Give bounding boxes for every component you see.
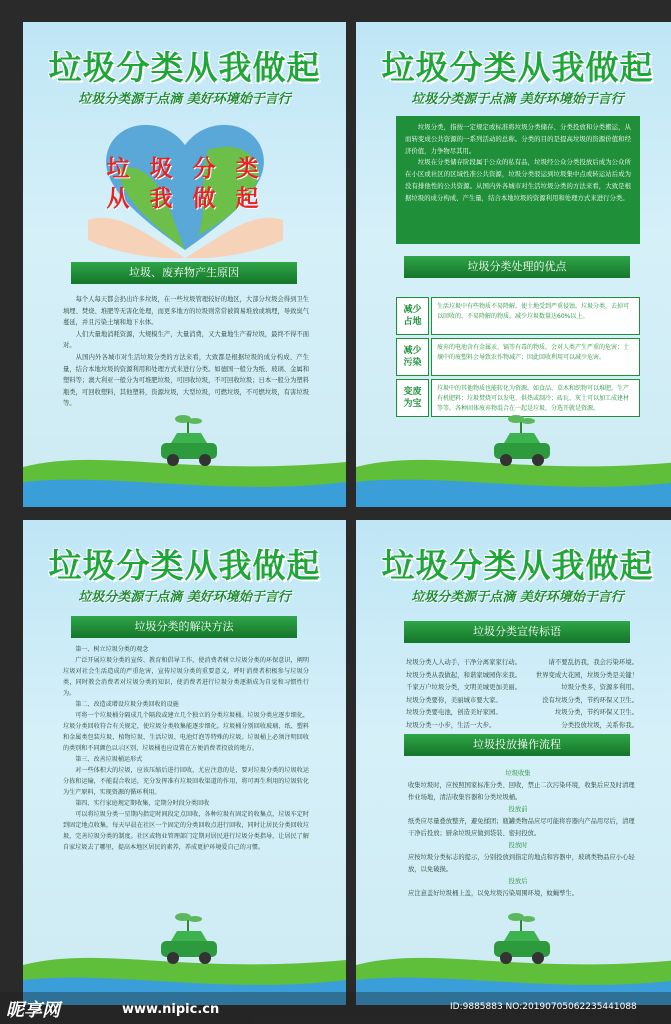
paragraph: 每个人每天都会扔出许多垃圾，在一些垃圾管理较好的地区，大部分垃圾会得到卫生填埋、焚烧、堆肥等无害化处理，而更多地方的垃圾则常常被简易堆放或填埋，导致臭气蔓延，并且污染土壤和地下水体。 [63, 296, 309, 327]
advantage-text: 生活垃圾中有些物质不易降解，使土地受到严重侵蚀。垃圾分类，去掉可以回收的，不易降解的物质，减少垃圾数量达60%以上。 [431, 297, 640, 335]
advantage-label: 减少 占地 [396, 297, 429, 335]
section-ribbon: 垃圾分类宣传标语 [404, 621, 630, 643]
poster-subtitle: 垃圾分类源于点滴 美好环境始于言行 [78, 590, 291, 605]
intro-box [396, 116, 640, 244]
advantage-row [396, 297, 640, 335]
slogan-list [406, 656, 638, 744]
slogan: 垃圾分类，节约环保又卫生。 [554, 708, 638, 717]
poster-4 [356, 520, 671, 1005]
heart-earth-hands-illustration [88, 110, 283, 260]
image-id: ID:9885883 NO:20190705062235441088 [450, 1002, 637, 1012]
slogan: 千家万户垃圾分类，文明美城更加美丽。 [406, 683, 522, 692]
slogan: 垃圾分类要你，美丽城市要大家。 [406, 695, 502, 704]
poster-subtitle: 垃圾分类源于点滴 美好环境始于言行 [411, 92, 624, 107]
flow-desc: 收集垃圾时，应按照国家标准分类、回收，禁止二次污染环境，收集后应及时清理作业场地，清洁收集容器和分类垃圾桶。 [408, 782, 635, 801]
flow-stage: 投放后 [508, 878, 528, 885]
poster-2 [356, 22, 671, 507]
flow-stage: 投放前 [508, 806, 528, 813]
poster-title: 垃圾分类从我做起 [381, 546, 654, 585]
section-ribbon: 垃圾分类处理的优点 [404, 256, 630, 278]
intro-paragraph: 垃圾分类，指按一定规定或标准将垃圾分类储存、分类投放和分类搬运，从而转变成公共资源的一系列活动的总称。分类的目的是提高垃圾的资源价值和经济价值，力争物尽其用。 [405, 123, 631, 155]
slogan: 分类投放垃圾，关系你我。 [561, 720, 638, 729]
poster-1 [23, 22, 346, 507]
advantage-label: 减少 污染 [396, 338, 429, 376]
paragraph: 第三、改善垃圾桶运形式 [75, 756, 143, 763]
slogan: 没有垃圾分类，节约环保又卫生。 [542, 695, 638, 704]
advantage-row [396, 379, 640, 417]
paragraph: 人们大量地消耗资源，大规模生产，大量消费，又大量地生产着垃圾，最终不得不面对。 [63, 330, 309, 350]
advantage-label: 变废 为宝 [396, 379, 429, 417]
section-ribbon: 垃圾分类的解决方法 [71, 616, 297, 638]
slogan: 垃圾分类一小步，生活一大步。 [406, 720, 496, 729]
intro-paragraph: 垃圾在分类储存阶段属于公众的私有品，垃圾经公众分类投放后成为公众所在小区或社区的区域性准公共资源，垃圾分类驳运到垃圾集中点或转运站后成为没有排他性的公共资源。从国内外各城市对生活垃圾分类的方法来看，大致是根据垃圾的成分构成、产生量，结合本地垃圾的资源利用和处理方式来进行分类。 [405, 158, 631, 202]
slogan: 垃圾分类要电池，创造美好家园。 [406, 708, 502, 717]
paragraph: 第二、改造或增设垃圾分类回收的设施 [75, 701, 179, 708]
paragraph: 对一些体积大的垃圾，应该压缩后进行回收，尤应注意的是，要对垃圾分类的垃圾收运分拣和运输，不能混合收运，充分发挥准有垃圾回收渠道的作用，将可再生利用的垃圾转化为生产原料，实现资源的循环利用。 [63, 767, 309, 796]
slogan: 垃圾分类多，资源多利用。 [561, 683, 638, 692]
advantage-text: 垃圾中的其他物质也能转化为资源，如食品、草木和织物可以堆肥，生产有机肥料；垃圾焚烧可以发电、供热或制冷；砖瓦、灰土可以加工成建材等等。各种固体废弃物混合在一起是垃圾，分选开就是资源。 [431, 379, 640, 417]
paragraph: 广泛开展垃圾分类的宣传、教育和倡导工作，使消费者树立垃圾分类的环保意识，阐明垃圾对社会生活造成的严重危害，宣传垃圾分类的重要意义，呼吁消费者积极参与垃圾分类，同时教会消费者对垃圾分类的知识，使消费者进行垃圾分类逐渐成为自觉和习惯性行为。 [63, 657, 309, 697]
poster-title: 垃圾分类从我做起 [381, 48, 654, 87]
paragraph: 从国内外各城市对生活垃圾分类的方法来看，大致都是根据垃圾的成分构成、产生量，结合本地垃圾的资源利用和处理方式来进行分类。如德国一般分为纸、玻璃、金属和塑料等；澳大利亚一般分为可堆肥垃圾，可回收垃圾，不可回收垃圾；日本一般分为塑料瓶类，可回收塑料，其他塑料，资源垃圾，大型垃圾，可燃垃圾，不可燃垃圾，有害垃圾等。 [63, 353, 309, 408]
flow-desc: 应注意盖好垃圾桶上盖，以免垃圾污染周围环境，蚊蝇孳生。 [408, 890, 579, 897]
section-ribbon: 垃圾投放操作流程 [404, 734, 630, 756]
paragraph: 可将一个垃圾桶分隔成几个隔段或建立几个独立的分类垃圾桶。垃圾分类应逐步细化，垃圾分类回收符合有关规定，使垃圾分类收集能逐步细化。垃圾桶分别回收玻璃、纸、塑料和金属类包装垃圾、植物垃圾、生活垃圾、电池灯泡等特殊的垃圾。垃圾桶上必须注明回收的类别和不同颜色以示区别，垃圾桶也应设置在方便消费者投放的地方。 [63, 712, 309, 752]
paragraph: 可以将垃圾分类一星期内指定时间段定点回收，各种垃圾有固定的收集点，垃圾车定时到固定地点收集，每天早晨在社区一个固定的分类回收点进行回收，同时让居民分类回收垃圾，完善垃圾分类的制度。社区或物业管理部门定期对居民进行垃圾分类指导，让居民了解自家垃圾去了哪里，提高本地区居民的素养，养成更护环境爱自己的习惯。 [63, 811, 309, 851]
green-car-icon [486, 911, 556, 971]
flow-desc: 应按垃圾分类标志的提示，分别投放到指定的地点和容器中，玻璃类物品应小心轻放，以免破损。 [408, 854, 635, 873]
heart-slogan-line-1: 垃 圾 分 类 [106, 156, 265, 182]
heart-slogan-line-2: 从 我 做 起 [106, 186, 265, 212]
poster-subtitle: 垃圾分类源于点滴 美好环境始于言行 [78, 92, 291, 107]
paragraph: 第四、实行家庭规定期收集，定期分时段分类回收 [75, 800, 210, 807]
slogan-row [406, 656, 638, 669]
site-logo: 昵享网 [6, 1000, 60, 1021]
slogan: 垃圾分类从我做起，和谐家城园你来我。 [406, 670, 522, 679]
site-url: www.nipic.cn [122, 1002, 220, 1017]
flow-stage: 垃圾收集 [505, 770, 531, 777]
flow-desc: 纸类应尽量叠放整齐，避免揉团；瓶罐类物品应尽可能将容器内产品用尽后，清理干净后投放；厨余垃圾应做到袋装、密封投放。 [408, 818, 635, 837]
section-body [63, 644, 309, 853]
flow-stage: 投放时 [508, 842, 528, 849]
slogan: 世界变成大花园，垃圾分类是关键！ [535, 670, 638, 679]
green-car-icon [153, 911, 223, 971]
advantage-row [396, 338, 640, 376]
paragraph: 第一、树立垃圾分类的观念 [75, 646, 149, 653]
poster-subtitle: 垃圾分类源于点滴 美好环境始于言行 [411, 590, 624, 605]
poster-title: 垃圾分类从我做起 [48, 546, 321, 585]
slogan-row [406, 681, 638, 694]
section-body [63, 294, 309, 410]
section-ribbon: 垃圾、废弃物产生原因 [71, 262, 297, 284]
poster-title: 垃圾分类从我做起 [48, 48, 321, 87]
advantage-text: 废弃的电池含有金属汞、镉等有毒的物质，会对人类产生严重的危害；土壤中的废塑料会导致农作物减产；因此回收利用可以减少危害。 [431, 338, 640, 376]
slogan: 请不要乱扔我，我会污染环境。 [548, 658, 638, 666]
green-car-icon [486, 413, 556, 473]
disposal-flow [398, 768, 638, 900]
slogan-row [406, 706, 638, 719]
slogan-row [406, 669, 638, 682]
slogan-row [406, 719, 638, 732]
slogan-row [406, 694, 638, 707]
slogan: 垃圾分类人人动手，干净分离家家行动。 [406, 658, 522, 666]
poster-3 [23, 520, 346, 1005]
green-car-icon [153, 413, 223, 473]
